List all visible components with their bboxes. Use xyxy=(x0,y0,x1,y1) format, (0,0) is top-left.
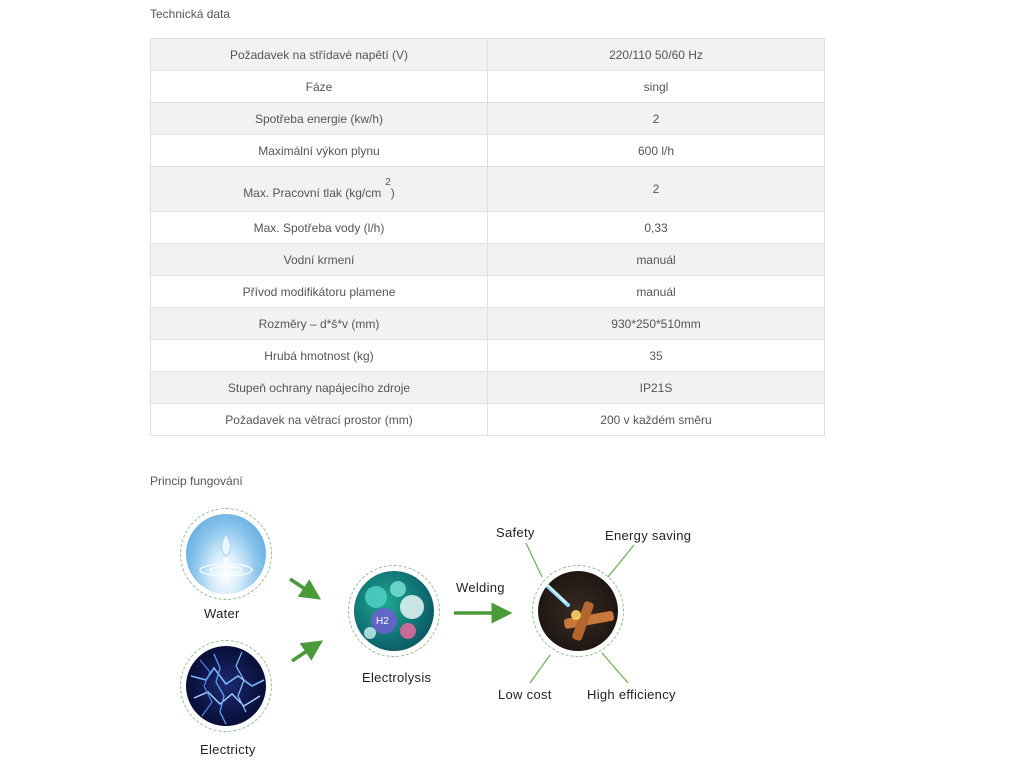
table-row xyxy=(151,103,825,135)
table-row xyxy=(151,276,825,308)
spec-label: Vodní krmení xyxy=(151,244,488,276)
spec-value: IP21S xyxy=(488,372,825,404)
spec-label: Požadavek na větrací prostor (mm) xyxy=(151,404,488,436)
leader-high-efficiency xyxy=(602,653,628,683)
spec-value: 2 xyxy=(488,167,825,212)
spec-value: manuál xyxy=(488,276,825,308)
leader-energy-saving xyxy=(608,545,634,577)
spec-value: 0,33 xyxy=(488,212,825,244)
table-row xyxy=(151,308,825,340)
table-row xyxy=(151,71,825,103)
spec-value: singl xyxy=(488,71,825,103)
electricity-label: Electricty xyxy=(200,742,256,757)
spec-label: Požadavek na střídavé napětí (V) xyxy=(151,39,488,71)
technical-data-title: Technická data xyxy=(150,7,231,21)
spec-value: 220/110 50/60 Hz xyxy=(488,39,825,71)
table-row xyxy=(151,167,825,212)
high-efficiency-label: High efficiency xyxy=(587,687,676,702)
pressure-label xyxy=(243,178,395,200)
table-row xyxy=(151,39,825,71)
spec-value: 930*250*510mm xyxy=(488,308,825,340)
spec-value: 2 xyxy=(488,103,825,135)
welding-label: Welding xyxy=(456,580,505,595)
table-row xyxy=(151,340,825,372)
water-label: Water xyxy=(204,606,240,621)
table-row xyxy=(151,372,825,404)
spec-label: Stupeň ochrany napájecího zdroje xyxy=(151,372,488,404)
principle-diagram xyxy=(150,495,750,768)
leader-safety xyxy=(526,543,542,577)
spec-label: Max. Spotřeba vody (l/h) xyxy=(151,212,488,244)
spec-label: Hrubá hmotnost (kg) xyxy=(151,340,488,372)
low-cost-label: Low cost xyxy=(498,687,552,702)
pressure-label-superscript: 2 xyxy=(385,177,391,188)
spec-value: 600 l/h xyxy=(488,135,825,167)
energy-saving-label: Energy saving xyxy=(605,528,692,543)
spec-label: Maximální výkon plynu xyxy=(151,135,488,167)
table-row xyxy=(151,404,825,436)
spec-label: Spotřeba energie (kw/h) xyxy=(151,103,488,135)
pressure-label-tail: ) xyxy=(390,186,395,200)
arrow-water-to-electrolysis xyxy=(290,579,314,595)
table-row xyxy=(151,244,825,276)
arrow-electricity-to-electrolysis xyxy=(292,645,316,661)
principle-title: Princip fungování xyxy=(150,474,243,488)
table-row xyxy=(151,135,825,167)
pressure-label-text: Max. Pracovní tlak (kg/cm xyxy=(243,186,382,200)
safety-label: Safety xyxy=(496,525,535,540)
table-row xyxy=(151,212,825,244)
spec-label: Fáze xyxy=(151,71,488,103)
spec-label: Přívod modifikátoru plamene xyxy=(151,276,488,308)
spec-value: manuál xyxy=(488,244,825,276)
leader-low-cost xyxy=(530,655,550,683)
spec-label xyxy=(151,167,488,212)
spec-value: 35 xyxy=(488,340,825,372)
bubble-label: H2 xyxy=(376,616,389,627)
spec-value: 200 v každém směru xyxy=(488,404,825,436)
electrolysis-label: Electrolysis xyxy=(362,670,432,685)
spec-table xyxy=(150,38,825,436)
spec-label: Rozměry – d*š*v (mm) xyxy=(151,308,488,340)
